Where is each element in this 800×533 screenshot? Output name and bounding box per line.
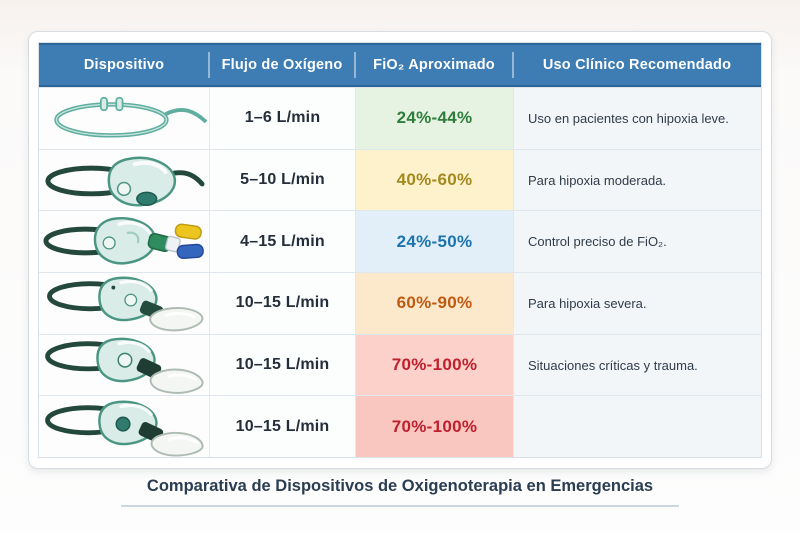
device-cell xyxy=(39,211,209,272)
table-header-row xyxy=(39,43,761,87)
device-cell xyxy=(39,396,209,457)
partial-rebreather-mask-icon xyxy=(40,273,208,333)
header-flujo-oxigeno: Flujo de Oxígeno xyxy=(209,43,355,87)
table-row xyxy=(39,210,761,272)
device-cell xyxy=(39,335,209,396)
flow-cell: 10–15 L/min xyxy=(209,396,355,457)
device-cell xyxy=(39,150,209,211)
flow-cell: 10–15 L/min xyxy=(209,273,355,334)
non-rebreather-mask-icon xyxy=(40,335,208,395)
device-cell xyxy=(39,88,209,149)
fio2-cell: 24%-44% xyxy=(355,88,513,149)
caption xyxy=(0,477,800,507)
oxygen-devices-table xyxy=(38,42,762,458)
table-row xyxy=(39,395,761,457)
fio2-cell: 60%-90% xyxy=(355,273,513,334)
header-fio2-aproximado: FiO₂ Aproximado xyxy=(355,43,513,87)
flow-cell: 5–10 L/min xyxy=(209,150,355,211)
header-dispositivo: Dispositivo xyxy=(83,57,165,73)
simple-face-mask-icon xyxy=(40,151,208,209)
table-row xyxy=(39,334,761,396)
page-title: Comparativa de Dispositivos de Oxigenoterapia en Emergencias xyxy=(146,477,654,495)
fio2-cell: 40%-60% xyxy=(355,150,513,211)
flow-cell: 4–15 L/min xyxy=(209,211,355,272)
fio2-cell: 70%-100% xyxy=(355,396,513,457)
use-cell: Para hipoxia severa. xyxy=(513,273,761,334)
caption-underline xyxy=(121,477,679,507)
fio2-cell: 24%-50% xyxy=(355,211,513,272)
use-cell: Para hipoxia moderada. xyxy=(513,150,761,211)
table-row xyxy=(39,87,761,149)
flow-cell: 10–15 L/min xyxy=(209,335,355,396)
use-cell: Situaciones críticas y trauma. xyxy=(513,335,761,396)
non-rebreather-mask-icon xyxy=(40,397,208,457)
use-cell: Uso en pacientes con hipoxia leve. xyxy=(513,88,761,149)
venturi-mask-icon xyxy=(40,213,208,271)
flow-cell: 1–6 L/min xyxy=(209,88,355,149)
fio2-cell: 70%-100% xyxy=(355,335,513,396)
table-row xyxy=(39,272,761,334)
use-cell: Control preciso de FiO₂. xyxy=(513,211,761,272)
nasal-cannula-icon xyxy=(40,90,208,146)
comparison-table-card xyxy=(28,31,772,469)
header-uso-clinico: Uso Clínico Recomendado xyxy=(513,43,761,87)
table-row xyxy=(39,149,761,211)
use-cell xyxy=(513,396,761,457)
device-cell xyxy=(39,273,209,334)
